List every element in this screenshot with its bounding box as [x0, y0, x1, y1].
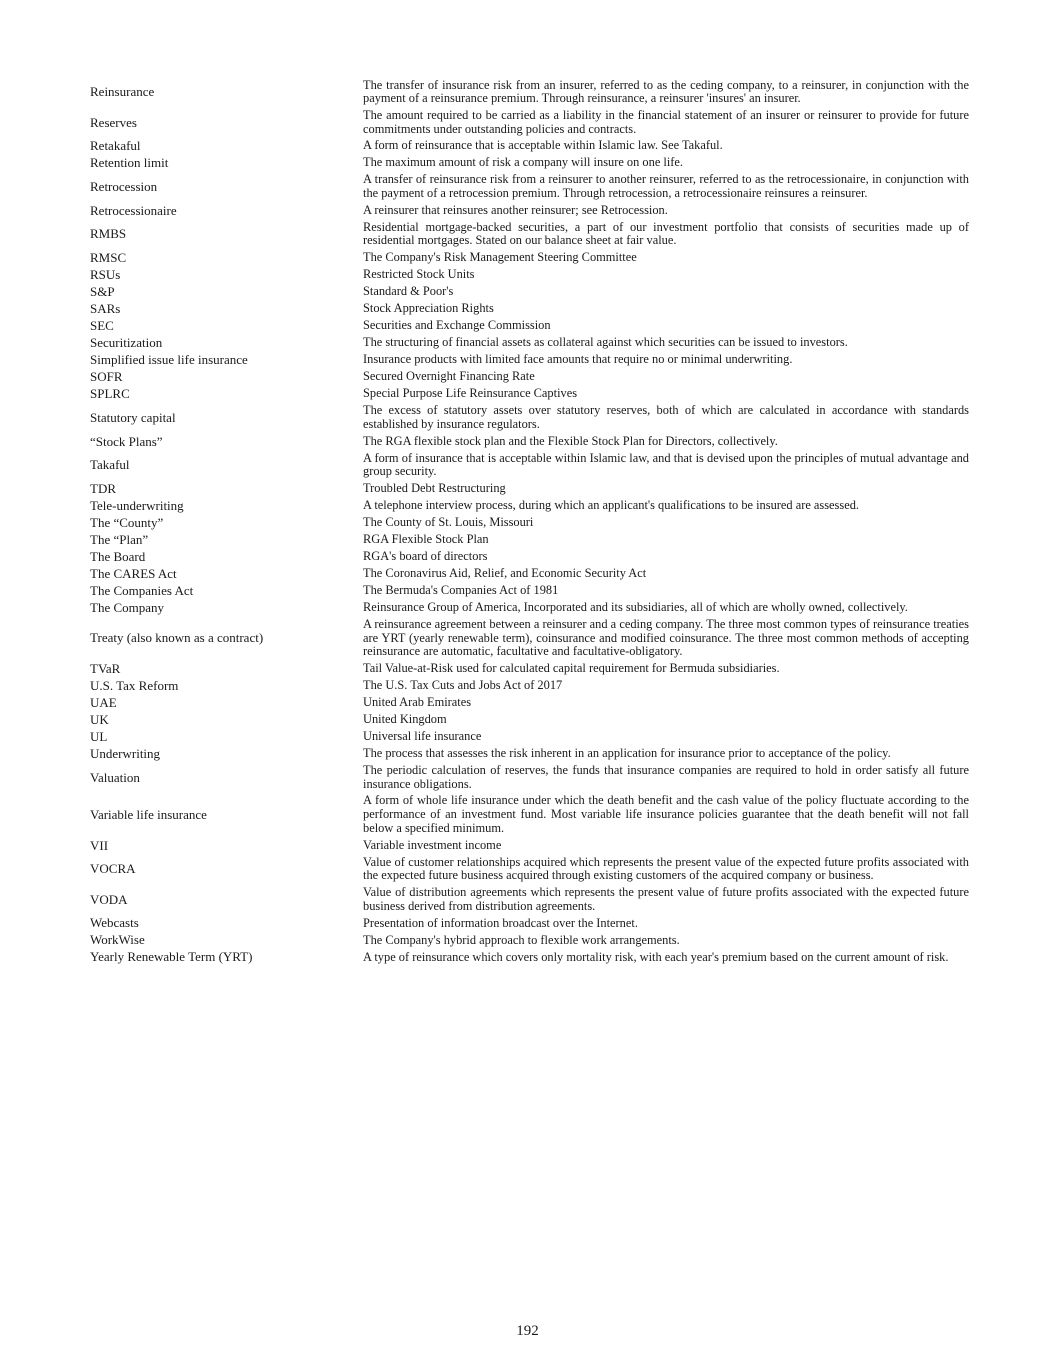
glossary-definition: Presentation of information broadcast over the Internet.: [363, 915, 638, 930]
glossary-row: [90, 746, 969, 763]
glossary-term: The “County”: [90, 514, 164, 530]
glossary-row: [90, 172, 969, 202]
glossary-definition: A form of insurance that is acceptable within Islamic law, and that is devised upon the principles of mutual advantage and group security.: [363, 450, 969, 479]
glossary-term: SARs: [90, 301, 121, 317]
glossary-term: The “Plan”: [90, 531, 149, 547]
glossary-term: UK: [90, 712, 109, 728]
glossary-row: [90, 250, 969, 267]
glossary-definition: RGA Flexible Stock Plan: [363, 532, 489, 547]
glossary-definition: A form of whole life insurance under which the death benefit and the cash value of the policy fluctuate according to the performance of an investment fund. Most variable life insurance policies guarantee that the death benefit will not fall below a specified minimum.: [363, 793, 969, 835]
glossary-row: [90, 318, 969, 335]
glossary-definition: Stock Appreciation Rights: [363, 301, 494, 316]
glossary-row: [90, 155, 969, 172]
glossary-term: SOFR: [90, 369, 123, 385]
glossary-row: [90, 548, 969, 565]
glossary-term: Retakaful: [90, 138, 141, 154]
glossary-term: UAE: [90, 695, 117, 711]
glossary-definition: RGA's board of directors: [363, 549, 488, 564]
glossary-row: [90, 531, 969, 548]
glossary-term: The CARES Act: [90, 565, 177, 581]
glossary-row: [90, 712, 969, 729]
glossary-term: Underwriting: [90, 746, 161, 762]
glossary-term: SPLRC: [90, 386, 130, 402]
glossary-definition: The Bermuda's Companies Act of 1981: [363, 583, 559, 598]
glossary-row: [90, 729, 969, 746]
glossary-term: Reserves: [90, 114, 137, 130]
glossary-definition: Residential mortgage-backed securities, a part of our investment portfolio that consists of securities made up of residential mortgages. Stated on our balance sheet at fair value.: [363, 219, 969, 248]
glossary-definition: The excess of statutory assets over statutory reserves, both of which are calculated in accordance with standards established by insurance regulators.: [363, 403, 969, 431]
glossary-row: [90, 369, 969, 386]
glossary-term: Tele-underwriting: [90, 497, 184, 513]
glossary-term: Variable life insurance: [90, 807, 207, 822]
glossary-term: Statutory capital: [90, 409, 176, 425]
glossary-definition: Tail Value-at-Risk used for calculated capital requirement for Bermuda subsidiaries.: [363, 661, 780, 676]
glossary-row: [90, 695, 969, 712]
glossary-term: VODA: [90, 891, 128, 907]
glossary-row: [90, 480, 969, 497]
glossary-term: Retention limit: [90, 155, 169, 171]
glossary-term: Webcasts: [90, 915, 139, 931]
glossary-row: [90, 599, 969, 616]
glossary-row: [90, 837, 969, 854]
glossary-definition: Reinsurance Group of America, Incorporated and its subsidiaries, all of which are wholly owned, collectively.: [363, 600, 908, 615]
glossary-row: [90, 854, 969, 884]
glossary-row: [90, 107, 969, 137]
glossary-term: The Companies Act: [90, 582, 194, 598]
glossary-definition: Securities and Exchange Commission: [363, 318, 551, 333]
glossary-row: [90, 497, 969, 514]
glossary-definition: Special Purpose Life Reinsurance Captives: [363, 386, 578, 401]
page-number: 192: [516, 1323, 539, 1339]
glossary-term: RMBS: [90, 226, 127, 242]
glossary-term: SEC: [90, 318, 114, 334]
glossary-row: [90, 678, 969, 695]
glossary-term: Treaty (also known as a contract): [90, 630, 264, 646]
glossary-term: Retrocessionaire: [90, 202, 177, 218]
glossary-row: [90, 386, 969, 403]
glossary-definition: United Kingdom: [363, 712, 447, 727]
glossary-row: [90, 949, 969, 966]
glossary-term: Takaful: [90, 457, 130, 473]
glossary-row: [90, 661, 969, 678]
glossary-term: Securitization: [90, 335, 163, 351]
glossary-definition: Value of distribution agreements which represents the present value of future profits associated with the expected future business derived from distribution agreements.: [363, 884, 969, 913]
glossary-term: Valuation: [90, 769, 140, 785]
glossary-term: WorkWise: [90, 932, 145, 948]
glossary-definition: The Coronavirus Aid, Relief, and Economic Security Act: [363, 566, 647, 581]
glossary-definition: A type of reinsurance which covers only mortality risk, with each year's premium based on the current amount of risk.: [363, 949, 949, 964]
glossary-row: [90, 582, 969, 599]
glossary-row: [90, 433, 969, 450]
glossary-row: [90, 915, 969, 932]
glossary-definition: The U.S. Tax Cuts and Jobs Act of 2017: [363, 678, 563, 693]
glossary-definition: A transfer of reinsurance risk from a reinsurer to another reinsurer, referred to as the retrocessionaire, in conjunction with the payment of a retrocession premium. Through retrocession, a retrocessionaire reinsures a reinsurer.: [363, 172, 969, 201]
glossary-row: [90, 267, 969, 284]
glossary-definition: The process that assesses the risk inherent in an application for insurance prior to acceptance of the policy.: [363, 746, 891, 761]
glossary-definition: Restricted Stock Units: [363, 267, 475, 282]
glossary-definition: Value of customer relationships acquired which represents the present value of the expected future profits associated with the expected future business acquired through existing customers of the acquired company or business.: [363, 854, 969, 883]
glossary-row: [90, 352, 969, 369]
glossary-row: [90, 565, 969, 582]
glossary-row: [90, 202, 969, 219]
glossary-row: [90, 403, 969, 433]
glossary-row: [90, 616, 969, 660]
glossary-term: S&P: [90, 284, 115, 300]
glossary-definition: Variable investment income: [363, 837, 502, 852]
glossary-term: VII: [90, 837, 109, 853]
glossary-term: Simplified issue life insurance: [90, 352, 248, 368]
glossary-term: TVaR: [90, 661, 121, 677]
glossary-term: “Stock Plans”: [90, 433, 163, 449]
glossary-row: [90, 77, 969, 107]
glossary-definition: A form of reinsurance that is acceptable within Islamic law. See Takaful.: [363, 138, 723, 153]
glossary-term: The Company: [90, 599, 165, 615]
glossary-row: [90, 763, 969, 793]
glossary-definition: The Company's Risk Management Steering Committee: [363, 250, 637, 265]
glossary-term: The Board: [90, 548, 146, 564]
glossary-term: TDR: [90, 480, 116, 496]
glossary-row: [90, 219, 969, 249]
glossary-definition: The RGA flexible stock plan and the Flexible Stock Plan for Directors, collectively.: [363, 433, 778, 448]
glossary-term: Yearly Renewable Term (YRT): [90, 949, 253, 965]
glossary-term: Reinsurance: [90, 84, 155, 100]
glossary-definition: Insurance products with limited face amounts that require no or minimal underwriting.: [363, 352, 793, 367]
glossary-definition: A reinsurer that reinsures another reinsurer; see Retrocession.: [363, 202, 668, 217]
glossary-row: [90, 514, 969, 531]
glossary-row: [90, 301, 969, 318]
glossary-row: [90, 284, 969, 301]
glossary-term: VOCRA: [90, 861, 136, 877]
glossary-definition: Secured Overnight Financing Rate: [363, 369, 535, 384]
glossary-definition: The amount required to be carried as a liability in the financial statement of an insurer or reinsurer to provide for future commitments under outstanding policies and contracts.: [363, 107, 969, 136]
glossary-row: [90, 450, 969, 480]
glossary-definition: Universal life insurance: [363, 729, 482, 744]
glossary-row: [90, 793, 969, 837]
glossary-row: [90, 932, 969, 949]
glossary-definition: The maximum amount of risk a company will insure on one life.: [363, 155, 684, 170]
glossary-row: [90, 335, 969, 352]
glossary-definition: A telephone interview process, during which an applicant's qualifications to be insured are assessed.: [363, 498, 859, 513]
glossary-definition: Troubled Debt Restructuring: [363, 481, 506, 496]
glossary-table: [90, 77, 969, 966]
glossary-term: U.S. Tax Reform: [90, 678, 179, 694]
glossary-definition: The structuring of financial assets as collateral against which securities can be issued to investors.: [363, 335, 848, 350]
glossary-definition: Standard & Poor's: [363, 284, 454, 299]
glossary-definition: The Company's hybrid approach to flexible work arrangements.: [363, 932, 680, 947]
glossary-term: Retrocession: [90, 179, 158, 195]
glossary-term: RMSC: [90, 250, 127, 266]
glossary-definition: The periodic calculation of reserves, the funds that insurance companies are required to hold in order satisfy all future insurance obligations.: [363, 763, 969, 791]
glossary-term: RSUs: [90, 267, 121, 283]
glossary-row: [90, 884, 969, 914]
glossary-row: [90, 138, 969, 155]
glossary-definition: A reinsurance agreement between a reinsurer and a ceding company. The three most common types of reinsurance treaties are YRT (yearly renewable term), coinsurance and modified coinsurance. The three most common methods of accepting reinsurance are automatic, facultative and facultative-obligatory.: [363, 616, 969, 659]
glossary-definition: United Arab Emirates: [363, 695, 472, 710]
glossary-definition: The County of St. Louis, Missouri: [363, 515, 534, 530]
glossary-definition: The transfer of insurance risk from an insurer, referred to as the ceding company, to a reinsurer, in conjunction with the payment of a reinsurance premium. Through reinsurance, a reinsurer 'insures' an insurer.: [363, 77, 969, 106]
glossary-term: UL: [90, 729, 108, 745]
